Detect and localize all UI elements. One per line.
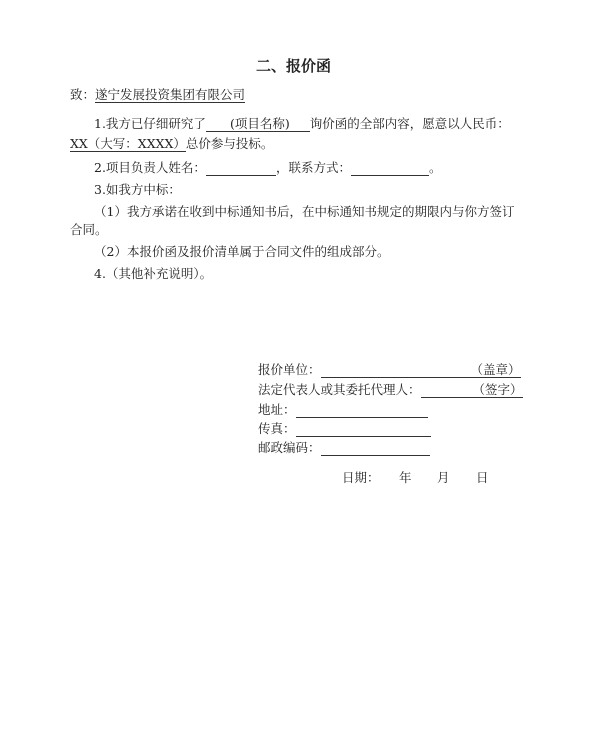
date-label: 日期：	[342, 470, 380, 485]
item2-line	[94, 160, 441, 176]
date-year: 年	[399, 470, 412, 485]
quoting-unit-label: 报价单位：	[258, 362, 321, 377]
item1-line2	[70, 136, 273, 152]
leader-name-label: 2.项目负责人姓名：	[94, 160, 206, 175]
recipient-prefix: 致：	[70, 87, 96, 102]
date-day: 日	[476, 470, 489, 485]
postal-code-field	[321, 441, 430, 456]
legal-rep-label: 法定代表人或其委托代理人：	[258, 382, 421, 397]
item1-text-b: 询价函的全部内容，愿意以人民币：	[309, 116, 510, 131]
legal-rep-line	[258, 382, 523, 398]
item2-end: 。	[428, 160, 442, 175]
quoting-unit-line	[258, 362, 521, 378]
page-title: 二、报价函	[256, 57, 332, 75]
postal-code-line	[258, 440, 430, 456]
seal-note: （盖章）	[470, 362, 521, 377]
signature-note: （签字）	[472, 382, 523, 397]
legal-rep-field	[421, 383, 473, 398]
address-label: 地址：	[258, 402, 296, 417]
recipient-name: 遂宁发展投资集团有限公司	[95, 87, 246, 102]
item4-line: 4.（其他补充说明）。	[94, 266, 213, 281]
recipient-line	[70, 87, 245, 103]
amount-value: XX（大写：XXXX）	[70, 136, 186, 151]
sub2-line: （2）本报价函及报价清单属于合同文件的组成部分。	[94, 244, 390, 259]
date-month: 月	[437, 470, 450, 485]
fax-field	[296, 422, 431, 437]
sub1-line1: （1）我方承诺在收到中标通知书后，在中标通知书规定的期限内与你方签订	[94, 204, 515, 219]
contact-field	[351, 161, 429, 176]
leader-name-field	[206, 161, 276, 176]
fax-label: 传真：	[258, 421, 296, 436]
quoting-unit-field	[321, 363, 471, 378]
sub1-line2: 合同。	[70, 222, 108, 237]
fax-line	[258, 421, 431, 437]
address-field	[296, 403, 428, 418]
project-name-placeholder: (项目名称)	[206, 116, 310, 132]
item3-line: 3.如我方中标：	[94, 182, 181, 197]
postal-code-label: 邮政编码：	[258, 440, 321, 455]
address-line	[258, 402, 428, 418]
item1-text-a: 1.我方已仔细研究了	[94, 116, 206, 131]
item1-text-c: 总价参与投标。	[185, 136, 274, 151]
contact-label: ，联系方式：	[275, 160, 351, 175]
item1-line1	[94, 116, 510, 132]
